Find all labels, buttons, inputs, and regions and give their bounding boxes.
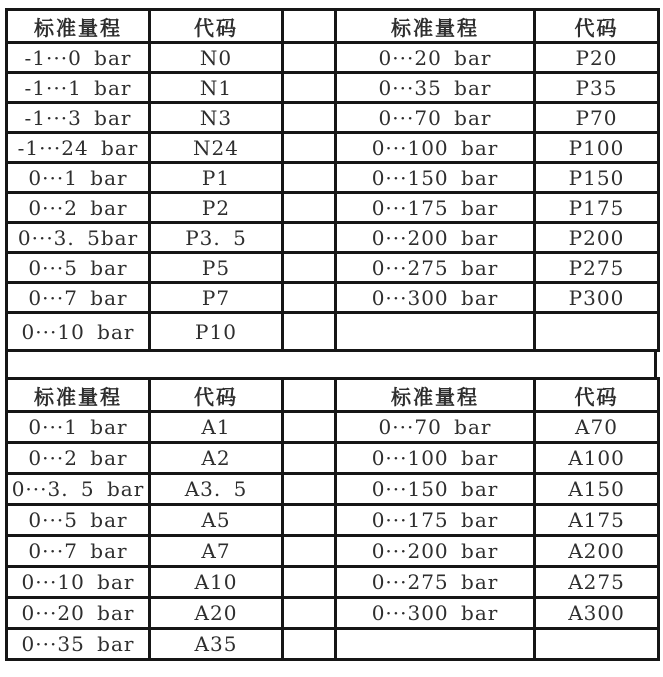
code-header-cell: 代码 <box>150 379 283 412</box>
code-cell: P175 <box>535 193 659 223</box>
code-cell: A70 <box>535 412 659 443</box>
code-cell: P100 <box>535 133 659 163</box>
range-cell: 0···275 bar <box>336 253 535 283</box>
code-cell: P10 <box>150 313 283 351</box>
table-row <box>7 283 659 313</box>
range-header-cell: 标准量程 <box>7 379 150 412</box>
code-header-cell: 代码 <box>535 10 659 43</box>
range-cell: 0···10 bar <box>7 567 150 598</box>
range-cell: 0···100 bar <box>336 443 535 474</box>
code-header-cell: 代码 <box>535 379 659 412</box>
code-cell <box>535 313 659 351</box>
table-row <box>7 43 659 73</box>
spacer-cell <box>283 43 336 73</box>
range-cell: 0···35 bar <box>7 629 150 660</box>
code-cell: A3. 5 <box>150 474 283 505</box>
spacer-cell <box>283 412 336 443</box>
range-cell: 0···1 bar <box>7 163 150 193</box>
code-cell: A275 <box>535 567 659 598</box>
code-header-cell: 代码 <box>150 10 283 43</box>
range-cell: 0···10 bar <box>7 313 150 351</box>
spacer-cell <box>283 223 336 253</box>
range-cell: 0···5 bar <box>7 505 150 536</box>
code-cell: N1 <box>150 73 283 103</box>
spacer-cell <box>283 133 336 163</box>
table-row <box>7 133 659 163</box>
code-cell: A35 <box>150 629 283 660</box>
table-row <box>7 474 659 505</box>
pressure-range-table-top <box>5 8 660 352</box>
table-row <box>7 73 659 103</box>
table-row <box>7 193 659 223</box>
table-row <box>7 412 659 443</box>
code-cell: N0 <box>150 43 283 73</box>
table-row <box>7 598 659 629</box>
code-cell: N24 <box>150 133 283 163</box>
range-cell: 0···7 bar <box>7 283 150 313</box>
range-header-cell: 标准量程 <box>7 10 150 43</box>
range-cell: -1···1 bar <box>7 73 150 103</box>
range-cell: -1···24 bar <box>7 133 150 163</box>
code-cell: A1 <box>150 412 283 443</box>
range-cell: 0···175 bar <box>336 505 535 536</box>
table-row <box>7 629 659 660</box>
range-cell: 0···20 bar <box>7 598 150 629</box>
document-page <box>5 8 657 661</box>
code-cell: P150 <box>535 163 659 193</box>
table-row <box>7 567 659 598</box>
spacer-header-cell <box>283 10 336 43</box>
range-cell: 0···175 bar <box>336 193 535 223</box>
table-row <box>7 103 659 133</box>
range-cell: 0···300 bar <box>336 283 535 313</box>
range-cell <box>336 629 535 660</box>
code-cell: A100 <box>535 443 659 474</box>
range-cell: 0···300 bar <box>336 598 535 629</box>
range-cell: 0···3. 5 bar <box>7 474 150 505</box>
spacer-cell <box>283 474 336 505</box>
range-cell: 0···3. 5bar <box>7 223 150 253</box>
code-cell: P7 <box>150 283 283 313</box>
spacer-cell <box>283 73 336 103</box>
spacer-cell <box>283 567 336 598</box>
code-cell: A10 <box>150 567 283 598</box>
range-cell <box>336 313 535 351</box>
spacer-cell <box>283 629 336 660</box>
range-header-cell: 标准量程 <box>336 379 535 412</box>
range-cell: 0···5 bar <box>7 253 150 283</box>
code-cell: P3. 5 <box>150 223 283 253</box>
table-row <box>7 505 659 536</box>
code-cell: A5 <box>150 505 283 536</box>
spacer-cell <box>283 443 336 474</box>
code-cell: A300 <box>535 598 659 629</box>
table-row <box>7 313 659 351</box>
code-cell: P2 <box>150 193 283 223</box>
spacer-cell <box>283 505 336 536</box>
code-cell: P70 <box>535 103 659 133</box>
code-cell: P275 <box>535 253 659 283</box>
code-cell: A200 <box>535 536 659 567</box>
code-cell: A150 <box>535 474 659 505</box>
spacer-header-cell <box>283 379 336 412</box>
range-header-cell: 标准量程 <box>336 10 535 43</box>
table-header-row <box>7 10 659 43</box>
range-cell: 0···7 bar <box>7 536 150 567</box>
code-cell: P1 <box>150 163 283 193</box>
spacer-cell <box>283 283 336 313</box>
spacer-cell <box>283 163 336 193</box>
range-cell: 0···200 bar <box>336 223 535 253</box>
code-cell: N3 <box>150 103 283 133</box>
code-cell: P20 <box>535 43 659 73</box>
spacer-cell <box>283 103 336 133</box>
table-gap <box>5 352 657 377</box>
code-cell: P300 <box>535 283 659 313</box>
spacer-cell <box>283 193 336 223</box>
code-cell: P35 <box>535 73 659 103</box>
code-cell: A7 <box>150 536 283 567</box>
range-cell: 0···200 bar <box>336 536 535 567</box>
spacer-cell <box>283 536 336 567</box>
table-row <box>7 253 659 283</box>
range-cell: -1···0 bar <box>7 43 150 73</box>
table-row <box>7 223 659 253</box>
code-cell: A175 <box>535 505 659 536</box>
code-cell: P5 <box>150 253 283 283</box>
pressure-range-table-bottom <box>5 377 660 661</box>
range-cell: 0···20 bar <box>336 43 535 73</box>
range-cell: 0···1 bar <box>7 412 150 443</box>
table-row <box>7 536 659 567</box>
code-cell: A20 <box>150 598 283 629</box>
spacer-cell <box>283 313 336 351</box>
range-cell: 0···100 bar <box>336 133 535 163</box>
table-row <box>7 163 659 193</box>
range-cell: 0···70 bar <box>336 412 535 443</box>
code-cell: P200 <box>535 223 659 253</box>
range-cell: 0···275 bar <box>336 567 535 598</box>
range-cell: 0···2 bar <box>7 193 150 223</box>
range-cell: -1···3 bar <box>7 103 150 133</box>
range-cell: 0···150 bar <box>336 163 535 193</box>
spacer-cell <box>283 253 336 283</box>
spacer-cell <box>283 598 336 629</box>
range-cell: 0···70 bar <box>336 103 535 133</box>
range-cell: 0···150 bar <box>336 474 535 505</box>
table-row <box>7 443 659 474</box>
table-header-row <box>7 379 659 412</box>
code-cell: A2 <box>150 443 283 474</box>
range-cell: 0···35 bar <box>336 73 535 103</box>
range-cell: 0···2 bar <box>7 443 150 474</box>
code-cell <box>535 629 659 660</box>
